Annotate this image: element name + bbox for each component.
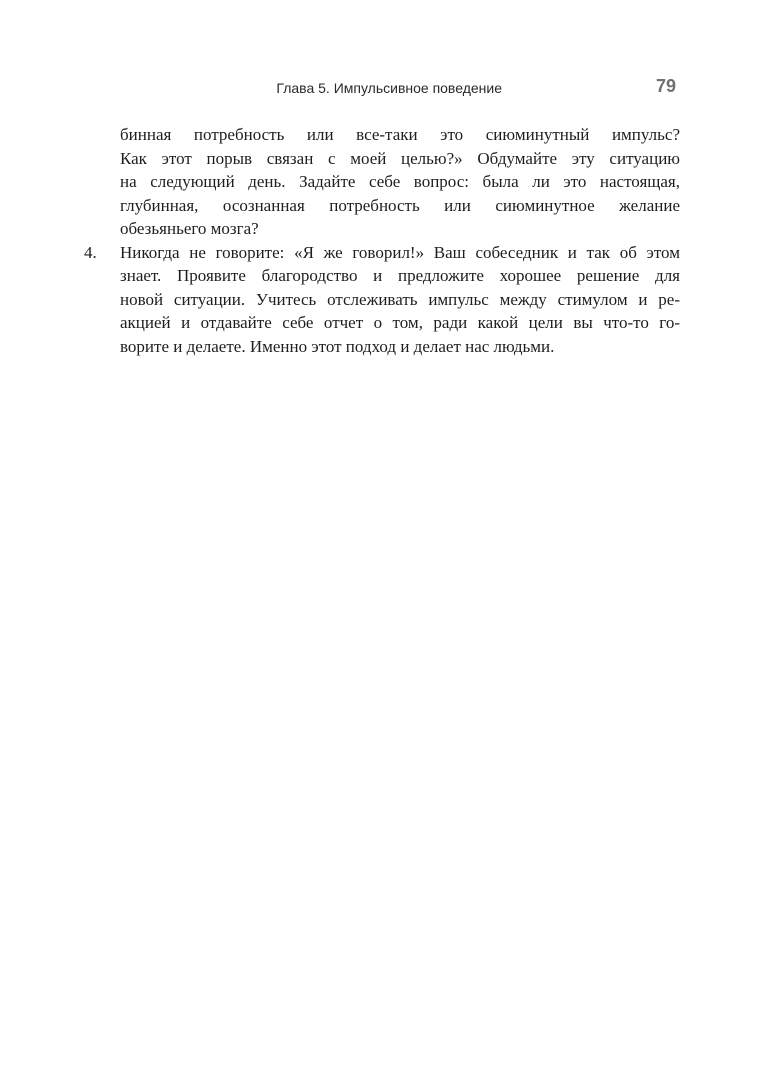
text-line: обезьяньего мозга?: [120, 219, 259, 238]
chapter-title: Глава 5. Импульсивное поведение: [276, 80, 502, 96]
list-item-line: акцией и отдавайте себе отчет о том, ради какой цели вы что-то го-: [120, 313, 680, 332]
running-head: [0, 78, 764, 100]
body-text: [120, 123, 680, 358]
text-line: Как этот порыв связан с моей целью?» Обдумайте эту ситуацию: [120, 148, 680, 168]
text-line: бинная потребность или все-таки это сиюминутный импульс?: [120, 125, 680, 144]
list-item-line: новой ситуации. Учитесь отслеживать импульс между стимулом и ре-: [120, 289, 680, 309]
list-item-line: знает. Проявите благородство и предложите хорошее решение для: [120, 266, 680, 285]
list-item-line: Никогда не говорите: «Я же говорил!» Ваш собеседник и так об этом: [120, 242, 680, 262]
list-item-line: ворите и делаете. Именно этот подход и делает нас людьми.: [120, 336, 555, 356]
text-line: глубинная, осознанная потребность или сиюминутное желание: [120, 195, 680, 215]
list-item-number: 4.: [84, 242, 97, 262]
page-number: 79: [655, 76, 676, 96]
text-line: на следующий день. Задайте себе вопрос: была ли это настоящая,: [120, 172, 680, 191]
